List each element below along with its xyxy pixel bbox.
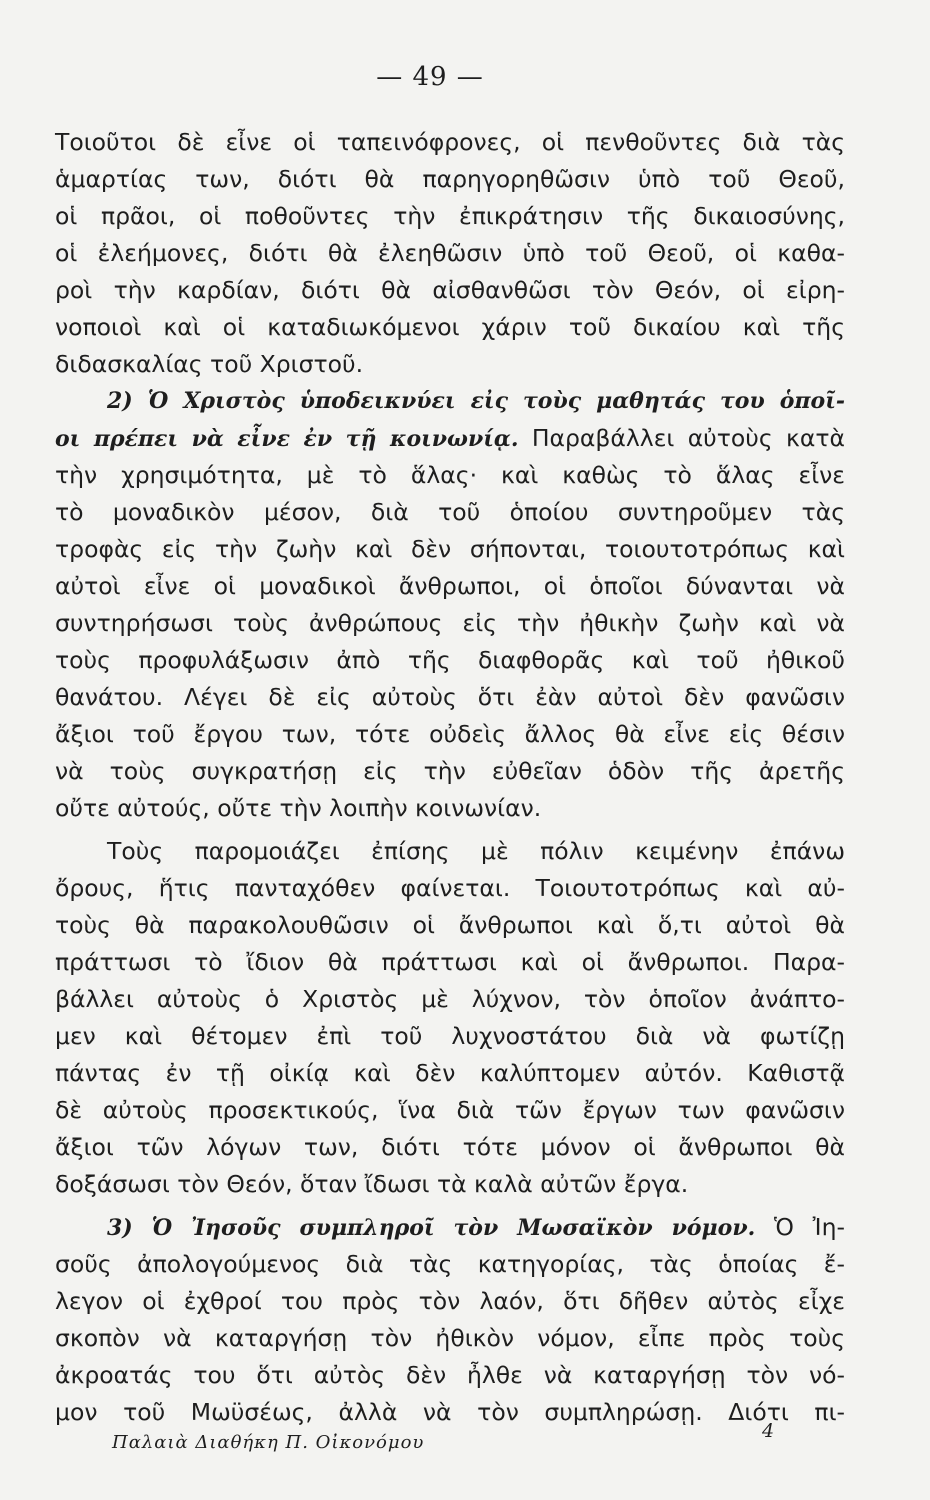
text-line: σκοπὸν νὰ καταργήσῃ τὸν ἠθικὸν νόμον, εἶπε πρὸς τοὺς <box>55 1324 845 1352</box>
paragraph-2 <box>55 383 845 827</box>
text-line <box>55 420 845 457</box>
footer-signature-number: 4 <box>762 1420 775 1442</box>
text-line: συντηρήσωσι τοὺς ἀνθρώπους εἰς τὴν ἠθικὴν ζωὴν καὶ νὰ <box>55 609 845 637</box>
text-line: Τοιοῦτοι δὲ εἶνε οἱ ταπεινόφρονες, οἱ πενθοῦντες διὰ τὰς <box>55 128 845 156</box>
text-line: ροὶ τὴν καρδίαν, διότι θὰ αἰσθανθῶσι τὸν Θεόν, οἱ εἰρη- <box>55 276 845 304</box>
text-line: μον τοῦ Μωϋσέως, ἀλλὰ νὰ τὸν συμπληρώσῃ. Διότι πι- <box>55 1398 845 1426</box>
text-line: οἱ ἐλεήμονες, διότι θὰ ἐλεηθῶσιν ὑπὸ τοῦ Θεοῦ, οἱ καθα- <box>55 239 845 267</box>
text-line: δοξάσωσι τὸν Θεόν, ὅταν ἴδωσι τὰ καλὰ αὐτῶν ἔργα. <box>55 1170 689 1198</box>
text-line: ἄξιοι τῶν λόγων των, διότι τότε μόνον οἱ ἄνθρωποι θὰ <box>55 1133 845 1161</box>
text-line: ἁμαρτίας των, διότι θὰ παρηγορηθῶσιν ὑπὸ τοῦ Θεοῦ, <box>55 165 845 193</box>
text-line: νὰ τοὺς συγκρατήσῃ εἰς τὴν εὐθεῖαν ὁδὸν τῆς ἀρετῆς <box>55 757 845 785</box>
text-line: βάλλει αὐτοὺς ὁ Χριστὸς μὲ λύχνον, τὸν ὁποῖον ἀνάπτο- <box>55 985 845 1013</box>
text-line: Τοὺς παρομοιάζει ἐπίσης μὲ πόλιν κειμένην ἐπάνω <box>107 837 845 865</box>
text-line: ἄξιοι τοῦ ἔργου των, τότε οὐδεὶς ἄλλος θὰ εἶνε εἰς θέσιν <box>55 720 845 748</box>
text-line: μεν καὶ θέτομεν ἐπὶ τοῦ λυχνοστάτου διὰ νὰ φωτίζῃ <box>55 1022 845 1050</box>
text-line: σοῦς ἀπολογούμενος διὰ τὰς κατηγορίας, τὰς ὁποίας ἔ- <box>55 1250 845 1278</box>
page-number: — 49 — <box>376 62 484 92</box>
section-heading-2: 2) Ὁ Χριστὸς ὑποδεικνύει εἰς τοὺς μαθητάς του ὁποῖ- <box>107 388 845 414</box>
text-line: τοὺς προφυλάξωσιν ἀπὸ τῆς διαφθορᾶς καὶ τοῦ ἠθικοῦ <box>55 646 845 674</box>
text-line: ἀκροατάς του ὅτι αὐτὸς δὲν ἦλθε νὰ καταργήσῃ τὸν νό- <box>55 1361 845 1389</box>
section-heading-2-cont: οι πρέπει νὰ εἶνε ἐν τῇ κοινωνίᾳ. <box>55 426 519 452</box>
text-line: οὔτε αὐτούς, οὔτε τὴν λοιπὴν κοινωνίαν. <box>55 794 542 822</box>
text-line: ὄρους, ἥτις πανταχόθεν φαίνεται. Τοιουτοτρόπως καὶ αὐ- <box>55 874 845 902</box>
text-line: νοποιοὶ καὶ οἱ καταδιωκόμενοι χάριν τοῦ δικαίου καὶ τῆς <box>55 313 845 341</box>
paragraph-4 <box>55 1209 845 1431</box>
text-line: τοὺς θὰ παρακολουθῶσιν οἱ ἄνθρωποι καὶ ὅ,τι αὐτοὶ θὰ <box>55 911 845 939</box>
text-span: Παραβάλλει αὐτοὺς κατὰ <box>518 424 846 452</box>
text-line: τὸ μοναδικὸν μέσον, διὰ τοῦ ὁποίου συντηροῦμεν τὰς <box>55 498 845 526</box>
text-line: τὴν χρησιμότητα, μὲ τὸ ἅλας· καὶ καθὼς τὸ ἅλας εἶνε <box>55 461 845 489</box>
paragraph-1 <box>55 124 845 383</box>
text-line: αὐτοὶ εἶνε οἱ μοναδικοὶ ἄνθρωποι, οἱ ὁποῖοι δύνανται νὰ <box>55 572 845 600</box>
text-line: δὲ αὐτοὺς προσεκτικούς, ἵνα διὰ τῶν ἔργων των φανῶσιν <box>55 1096 845 1124</box>
text-span: Ὁ Ἰη- <box>755 1213 845 1241</box>
text-line <box>55 1209 845 1246</box>
text-line: διδασκαλίας τοῦ Χριστοῦ. <box>55 350 364 378</box>
text-line: πάντας ἐν τῇ οἰκίᾳ καὶ δὲν καλύπτομεν αὐτόν. Καθιστᾷ <box>55 1059 845 1087</box>
paragraph-3 <box>55 833 845 1203</box>
text-line: οἱ πρᾶοι, οἱ ποθοῦντες τὴν ἐπικράτησιν τῆς δικαιοσύνης, <box>55 202 845 230</box>
text-line: θανάτου. Λέγει δὲ εἰς αὐτοὺς ὅτι ἐὰν αὐτοὶ δὲν φανῶσιν <box>55 683 845 711</box>
section-heading-3: 3) Ὁ Ἰησοῦς συμπληροῖ τὸν Μωσαϊκὸν νόμον. <box>107 1215 756 1241</box>
text-line: λεγον οἱ ἐχθροί του πρὸς τὸν λαόν, ὅτι δῆθεν αὐτὸς εἶχε <box>55 1287 845 1315</box>
text-line: πράττωσι τὸ ἴδιον θὰ πράττωσι καὶ οἱ ἄνθρωποι. Παρα- <box>55 948 845 976</box>
footer-signature: Παλαιὰ Διαθήκη Π. Οἰκονόμου <box>112 1432 425 1453</box>
text-line: τροφὰς εἰς τὴν ζωὴν καὶ δὲν σήπονται, τοιουτοτρόπως καὶ <box>55 535 845 563</box>
body-text <box>55 124 845 1431</box>
